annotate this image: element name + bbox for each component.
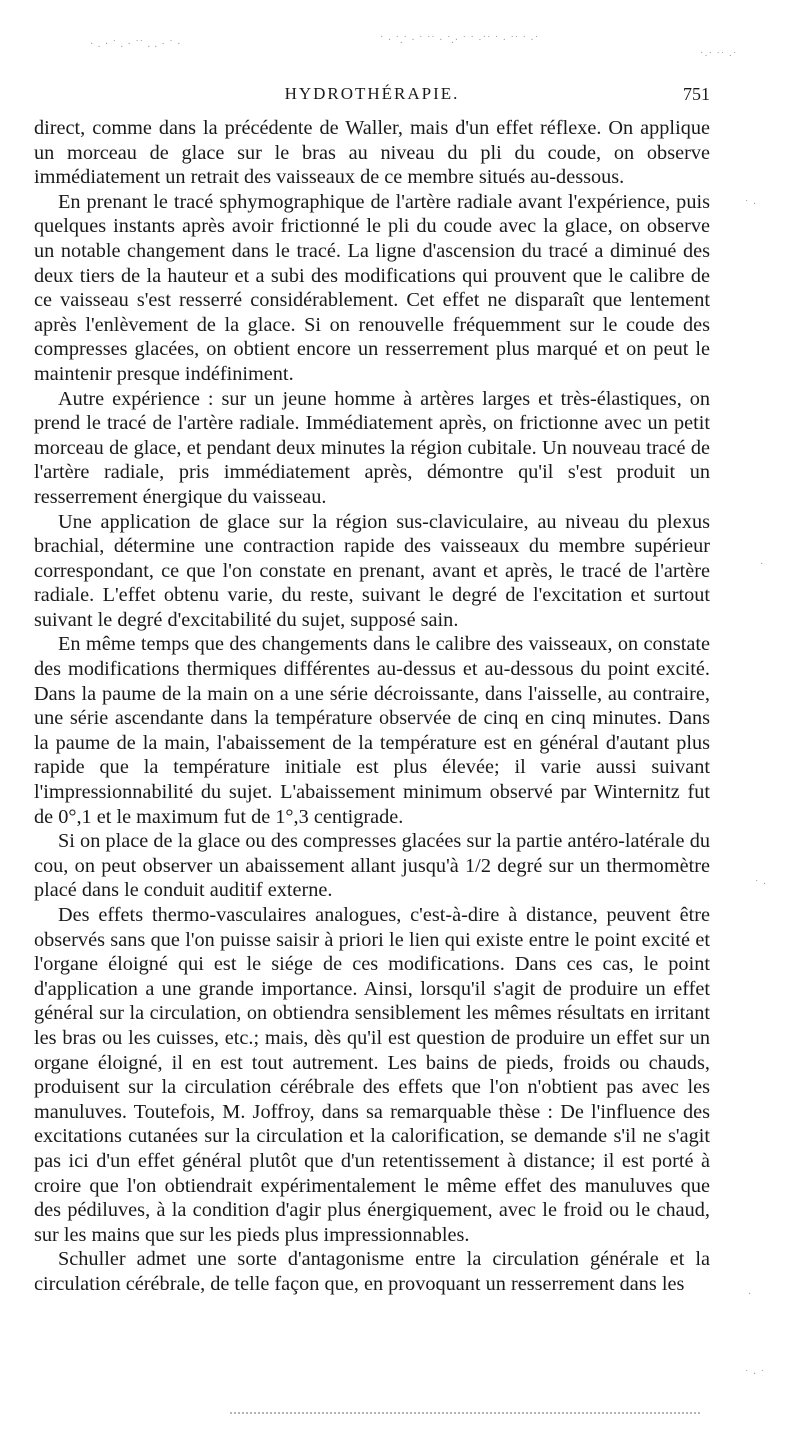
paragraph: Une application de glace sur la région sus-claviculaire, au niveau du plexus brachial, détermine une contraction rapide des vaisseaux du membre supérieur correspondant, ce que l'on constate en prenant, avant et après, le tracé de l'artère radiale. L'effet obtenu varie, du reste, suivant le degré de l'excitation et surtout suivant le degré d'excitabilité du sujet, supposé sain.	[34, 510, 710, 631]
paragraph: Des effets thermo-vasculaires analogues, c'est-à-dire à distance, peuvent être observés sans que l'on puisse saisir à priori le lien qui existe entre le point excité et l'organe éloigné qui est le siége de ces modifications. Dans ces cas, le point d'application a une grande importance. Ainsi, lorsqu'il s'agit de produire un effet général sur la circulation, on obtiendra sensiblement les mêmes résultats en irritant les bras ou les cuisses, etc.; mais, dès qu'il est question de produire un effet sur un organe éloigné, il en est tout autrement. Les bains de pieds, froids ou chauds, produisent sur la circulation cérébrale des effets que l'on n'obtient pas avec les manuluves. Toutefois, M. Joffroy, dans sa remarquable thèse : De l'influence des excitations cutanées sur la circulation et la calorification, se demande s'il ne s'agit pas ici d'un effet général plutôt que d'un retentissement à distance; il est porté à croire que l'on obtiendrait expérimentalement le même effet des manuluves que des pédiluves, à la condition d'agir plus énergiquement, avec le froid ou le chaud, sur les mains que sur les pieds plus impressionnables.	[34, 904, 710, 1246]
paragraph: En même temps que des changements dans le calibre des vaisseaux, on constate des modifications thermiques différentes au-dessus et au-dessous du point excité. Dans la paume de la main on a une série décroissante, dans l'aisselle, au contraire, une série ascendante dans la température observée de cinq en cinq minutes. Dans la paume de la main, l'abaissement de la température est en général d'autant plus rapide que la température initiale est plus élevée; il varie aussi suivant l'impressionnabilité du sujet. L'abaissement minimum observé par Winternitz fut de 0°,1 et le maximum fut de 1°,3 centigrade.	[34, 633, 710, 828]
paragraph: direct, comme dans la précédente de Waller, mais d'un effet réflexe. On applique un morceau de glace sur le bras au niveau du pli du coude, on observe immédiatement un retrait des vaisseaux de ce membre situés au-dessous.	[34, 117, 710, 189]
paragraph: En prenant le tracé sphymographique de l'artère radiale avant l'expérience, puis quelques instants après avoir frictionné le pli du coude avec la glace, on observe un notable changement dans le tracé. La ligne d'ascension du tracé a diminué des deux tiers de la hauteur et a subi des modifications qui prouvent que le calibre de ce vaisseau s'est resserré considérablement. Cet effet ne disparaît que lentement après l'enlèvement de la glace. Si on renouvelle fréquemment sur le coude des compresses glacées, on obtient encore un resserrement plus marqué et on peut le maintenir presque indéfiniment.	[34, 190, 710, 385]
paragraph: Autre expérience : sur un jeune homme à artères larges et très-élastiques, on prend le tracé de l'artère radiale. Immédiatement après, on frictionne avec un petit morceau de glace, et pendant deux minutes la région cubitale. Un nouveau tracé de l'artère radiale, pris immédiatement après, démontre qu'il s'est produit un resserrement énergique du vaisseau.	[34, 387, 710, 508]
scan-noise-margin-1: ˙ ·	[745, 199, 758, 210]
running-title: HYDROTHÉRAPIE.	[284, 84, 460, 103]
scan-noise-top-right: ˙ · ˙.˙ · ˙ ˙˙ · ˙.· ˙ ˙ ·˙˙ ˙ · ˙˙ ˙ ·˙	[380, 35, 540, 46]
paragraph: Schuller admet une sorte d'antagonisme entre la circulation générale et la circulation cérébrale, de telle façon que, en provoquant un resserrement dans les	[34, 1248, 710, 1295]
body-text	[34, 116, 710, 1297]
scan-noise-top: · . · ˙ . · ˙˙ . . · ˙ ·	[90, 39, 182, 50]
scan-noise-bottom	[230, 1412, 700, 1418]
paragraph: Si on place de la glace ou des compresses glacées sur la partie antéro-latérale du cou, on peut observer un abaissement allant jusqu'à 1/2 degré sur un thermomètre placé dans le conduit auditif externe.	[34, 830, 710, 902]
scan-noise-corner: ˙·˙ ˙˙ ·˙	[700, 51, 738, 62]
scan-noise-margin-4: ·	[748, 1289, 753, 1300]
scan-noise-margin-5: ˙ · ˙	[745, 1369, 765, 1380]
page-header	[34, 84, 710, 110]
scan-noise-margin-3: ˙ ·	[755, 879, 768, 890]
scan-noise-margin-2: ·	[760, 559, 765, 570]
page-number: 751	[683, 84, 710, 104]
